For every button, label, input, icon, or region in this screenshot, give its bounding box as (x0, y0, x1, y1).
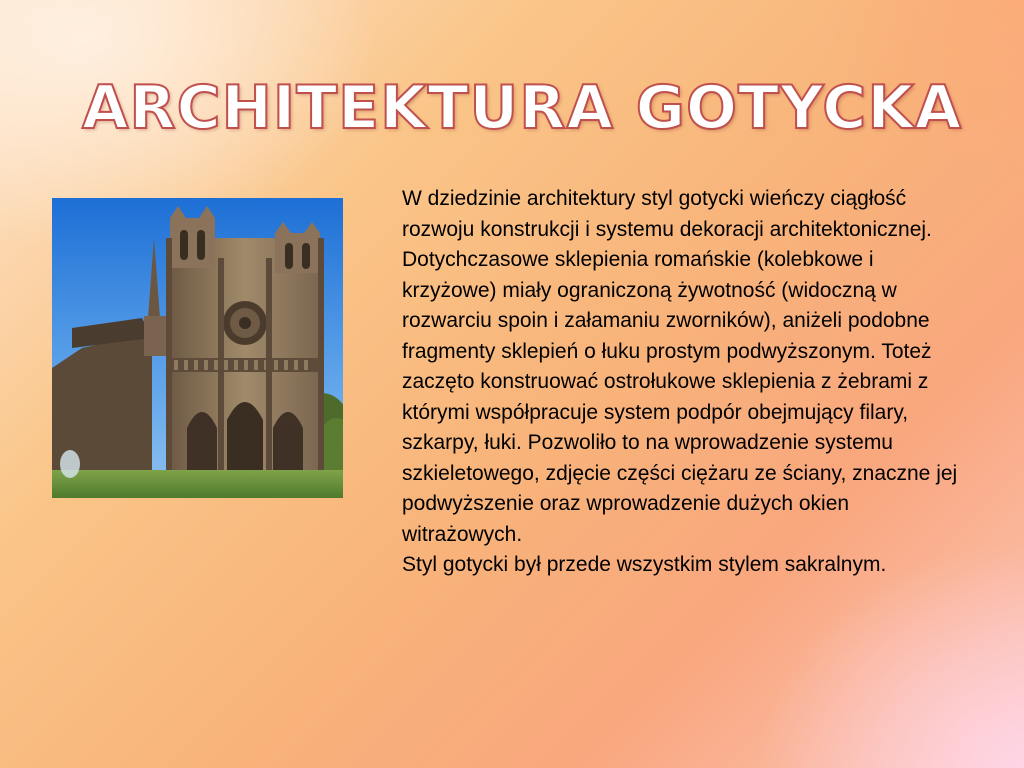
body-paragraph: Styl gotycki był przede wszystkim stylem sakralnym. (402, 553, 887, 576)
cathedral-photo (52, 198, 343, 498)
body-paragraph: W dziedzinie architektury styl gotycki wieńczy ciągłość rozwoju konstrukcji i systemu dekoracji architektonicznej. Dotychczasowe sklepienia romańskie (kolebkowe i krzyżowe) miały ograniczoną żywotność (widoczną w rozwarciu spoin i załamaniu zworników), aniżeli podobne fragmenty sklepień o łuku prostym podwyższonym. Toteż zaczęto konstruować ostrołukowe sklepienia z żebrami z którymi współpracuje system podpór obejmujący filary, szkarpy, łuki. Pozwoliło to na wprowadzenie systemu szkieletowego, zdjęcie części ciężaru ze ściany, znaczne jej podwyższenie oraz wprowadzenie dużych okien witrażowych. (402, 187, 958, 546)
slide-title: ARCHITEKTURA GOTYCKA (82, 73, 963, 143)
slide-body-text (402, 184, 972, 581)
